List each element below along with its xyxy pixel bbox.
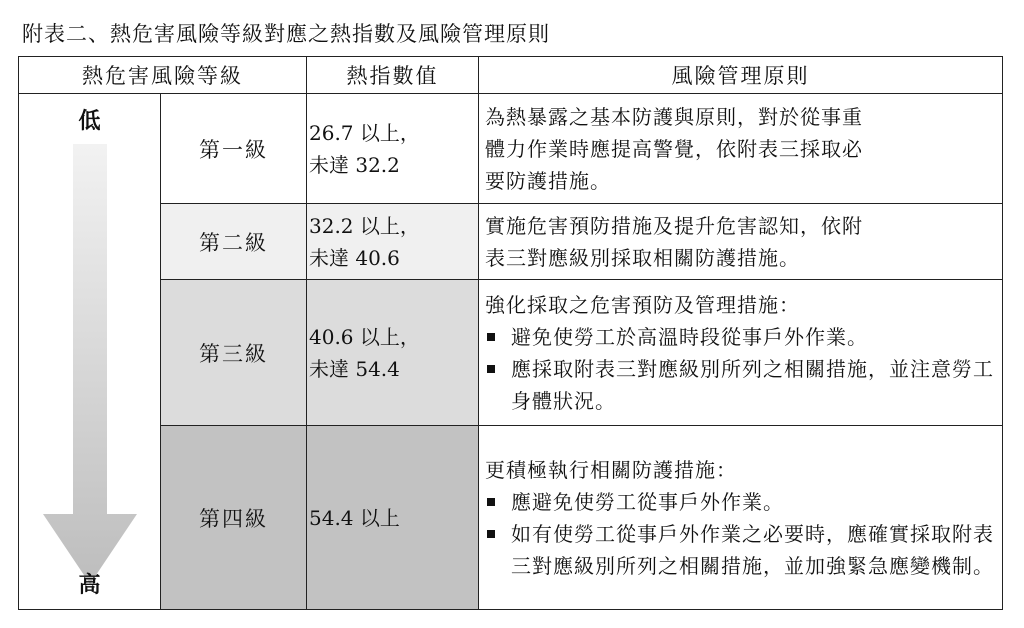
table-header-row <box>19 57 1003 94</box>
header-principles: 風險管理原則 <box>479 57 1003 94</box>
heat-index-line: 54.4 以上 <box>309 505 400 530</box>
table-row <box>19 426 1003 610</box>
principle-cell <box>479 204 1003 280</box>
table-caption: 附表二、熱危害風險等級對應之熱指數及風險管理原則 <box>22 22 550 46</box>
bullet-item: 應採取附表三對應級別所列之相關措施，並注意勞工身體狀況。 <box>485 353 998 417</box>
table-row <box>19 94 1003 204</box>
principle-cell <box>479 94 1003 204</box>
principle-line: 要防護措施。 <box>485 168 611 193</box>
heat-index-line: 40.6 以上， <box>309 324 420 349</box>
heat-index-line: 32.2 以上， <box>309 213 420 238</box>
principle-line: 表三對應級別採取相關防護措施。 <box>485 245 800 270</box>
heat-index-cell <box>307 94 479 204</box>
heat-index-cell <box>307 426 479 610</box>
bullet-item: 避免使勞工於高溫時段從事戶外作業。 <box>485 321 998 353</box>
heat-index-line: 未達 32.2 <box>309 152 400 177</box>
heat-index-cell <box>307 204 479 280</box>
risk-scale-cell <box>19 94 161 610</box>
header-heat-index: 熱指數值 <box>307 57 479 94</box>
bullet-list <box>485 486 998 582</box>
heat-index-line: 未達 40.6 <box>309 245 400 270</box>
principle-cell <box>479 426 1003 610</box>
heat-index-cell <box>307 280 479 426</box>
principle-cell <box>479 280 1003 426</box>
level-cell: 第二級 <box>161 204 307 280</box>
principle-line: 為熱暴露之基本防護與原則，對於從事重 <box>485 104 863 129</box>
heat-index-line: 未達 54.4 <box>309 356 400 381</box>
bullet-item: 應避免使勞工從事戶外作業。 <box>485 486 998 518</box>
principle-line: 更積極執行相關防護措施： <box>485 457 737 482</box>
table-row <box>19 280 1003 426</box>
principle-line: 強化採取之危害預防及管理措施： <box>485 292 800 317</box>
bullet-item: 如有使勞工從事戶外作業之必要時，應確實採取附表三對應級別所列之相關措施，並加強緊急應變機制。 <box>485 518 998 582</box>
bullet-list <box>485 321 998 417</box>
table-row <box>19 204 1003 280</box>
principle-line: 體力作業時應提高警覺，依附表三採取必 <box>485 136 863 161</box>
header-risk-level: 熱危害風險等級 <box>19 57 307 94</box>
principle-line: 實施危害預防措施及提升危害認知，依附 <box>485 213 863 238</box>
level-cell: 第三級 <box>161 280 307 426</box>
down-arrow-icon <box>19 134 161 584</box>
high-label: 高 <box>78 572 101 598</box>
heat-risk-table <box>18 56 1003 610</box>
level-cell: 第四級 <box>161 426 307 610</box>
low-label: 低 <box>78 108 101 134</box>
heat-index-line: 26.7 以上， <box>309 120 420 145</box>
level-cell: 第一級 <box>161 94 307 204</box>
